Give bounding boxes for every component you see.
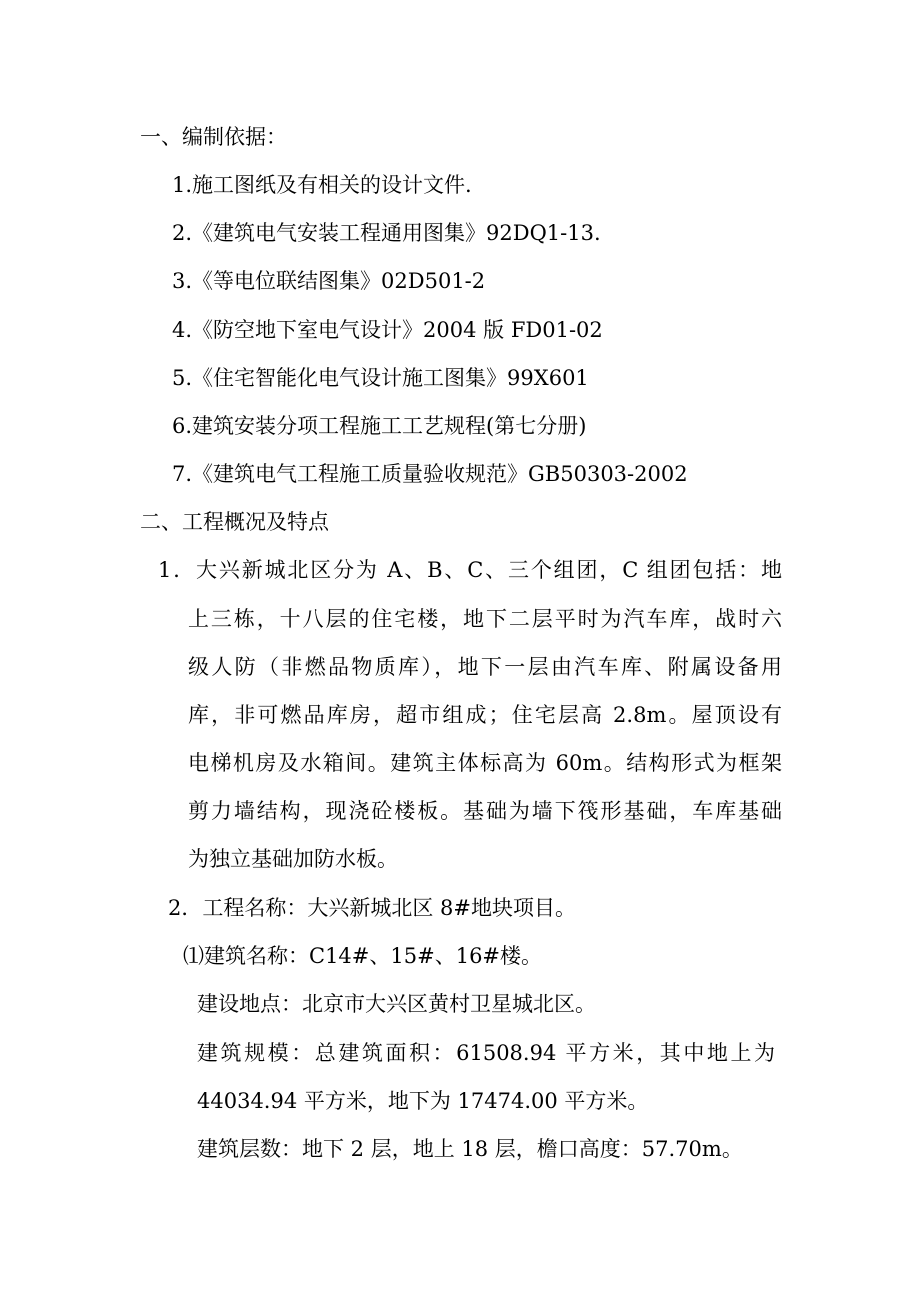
section2-heading: 二、工程概况及特点 bbox=[140, 510, 329, 534]
paragraph-line: 上三栋，十八层的住宅楼，地下二层平时为汽车库，战时六 bbox=[188, 607, 782, 631]
paragraph-line: 1．大兴新城北区分为 A、B、C、三个组团，C 组团包括：地 bbox=[158, 558, 782, 582]
paragraph-line: 电梯机房及水箱间。建筑主体标高为 60m。结构形式为框架 bbox=[188, 751, 782, 775]
paragraph-line: 为独立基础加防水板。 bbox=[188, 847, 398, 871]
paragraph-line: 库，非可燃品库房，超市组成；住宅层高 2.8m。屋顶设有 bbox=[188, 703, 782, 727]
reference-item: 7.《建筑电气工程施工质量验收规范》GB50303-2002 bbox=[172, 462, 688, 486]
detail-line: ⑴建筑名称：C14#、15#、16#楼。 bbox=[183, 944, 543, 968]
reference-item: 5.《住宅智能化电气设计施工图集》99X601 bbox=[172, 366, 589, 390]
paragraph-line: 剪力墙结构，现浇砼楼板。基础为墙下筏形基础，车库基础 bbox=[188, 799, 782, 823]
detail-line: 建设地点：北京市大兴区黄村卫星城北区。 bbox=[197, 992, 596, 1016]
project-name: 2．工程名称：大兴新城北区 8#地块项目。 bbox=[168, 896, 576, 920]
reference-item: 3.《等电位联结图集》02D501-2 bbox=[172, 269, 486, 293]
reference-item: 6.建筑安装分项工程施工工艺规程(第七分册) bbox=[172, 414, 587, 438]
reference-item: 2.《建筑电气安装工程通用图集》92DQ1-13. bbox=[172, 221, 601, 245]
section1-heading: 一、编制依据： bbox=[140, 125, 287, 149]
detail-line: 建筑层数：地下 2 层，地上 18 层，檐口高度：57.70m。 bbox=[197, 1137, 743, 1161]
paragraph-line: 级人防（非燃品物质库），地下一层由汽车库、附属设备用 bbox=[188, 655, 782, 679]
reference-item: 4.《防空地下室电气设计》2004 版 FD01-02 bbox=[172, 318, 603, 342]
detail-line: 44034.94 平方米，地下为 17474.00 平方米。 bbox=[197, 1089, 649, 1113]
reference-item: 1.施工图纸及有相关的设计文件. bbox=[172, 173, 472, 197]
detail-line: 建筑规模：总建筑面积：61508.94 平方米，其中地上为 bbox=[197, 1041, 775, 1065]
